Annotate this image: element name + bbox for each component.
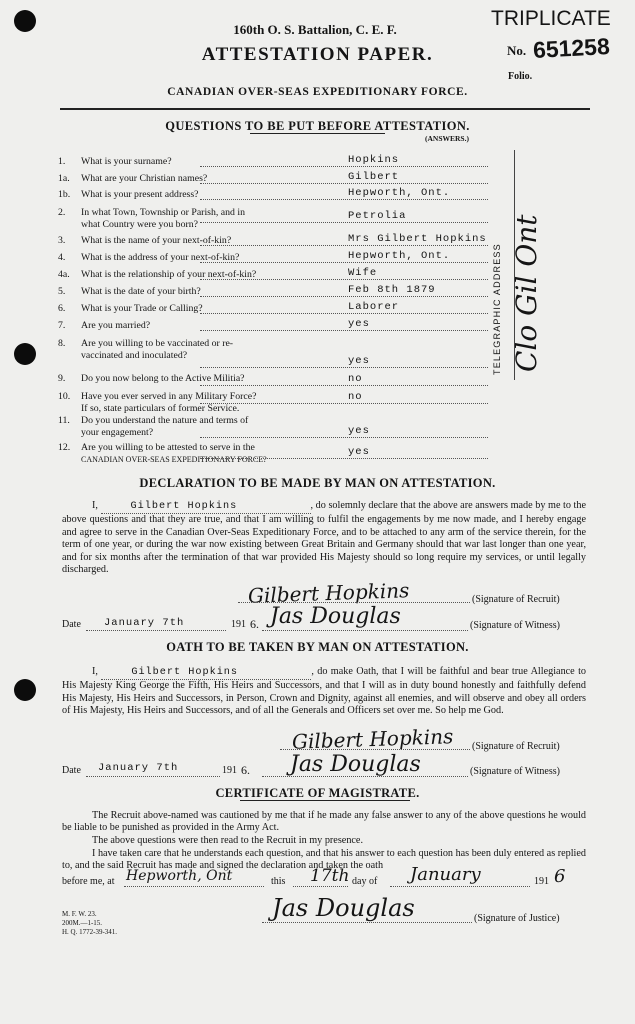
answer-3: Hepworth, Ont. <box>348 187 451 199</box>
question-number: 10. <box>58 391 71 402</box>
justice-signature-line <box>262 922 472 923</box>
answer-9: Laborer <box>348 301 400 313</box>
punch-hole-top <box>14 10 36 32</box>
magistrate-before-me: before me, at <box>62 876 115 887</box>
question-line: In what Town, Township or Parish, and in <box>81 207 245 218</box>
declaration-name: Gilbert Hopkins <box>101 501 311 514</box>
questions-section-title: QUESTIONS TO BE PUT BEFORE ATTESTATION. <box>165 119 470 133</box>
question-15 <box>58 442 326 466</box>
question-line: Do you understand the nature and terms of <box>81 415 249 426</box>
declaration-text <box>62 500 586 576</box>
magistrate-month-line <box>390 886 530 887</box>
form-reference <box>62 910 117 937</box>
regimental-number-label: No. <box>507 43 527 58</box>
answers-label: (ANSWERS.) <box>425 134 469 143</box>
declaration-intro: I, <box>92 500 98 511</box>
answer-dotted-line <box>200 222 488 223</box>
form-reference-line-3: H. Q. 1772-39-341. <box>62 928 118 936</box>
oath-witness-line <box>262 776 468 777</box>
answer-dotted-line <box>200 403 488 404</box>
question-text <box>58 403 326 415</box>
declaration-recruit-label: (Signature of Recruit) <box>472 594 560 605</box>
declaration-witness-signature: Jas Douglas <box>270 604 401 629</box>
magistrate-para-1: The Recruit above-named was cautioned by me that if he made any false answer to any of the above questions he would be liable to be punished as provided in the Army Act. <box>62 810 586 834</box>
magistrate-day-line <box>293 886 348 887</box>
answer-15: yes <box>348 446 370 458</box>
declaration-year-suffix: 6. <box>250 617 259 631</box>
question-line: Have you ever served in any Military Force? <box>81 391 257 402</box>
form-reference-line-2: 200M.—1-15. <box>62 919 103 927</box>
answer-2: Gilbert <box>348 171 400 183</box>
question-number: 2. <box>58 207 66 218</box>
answer-dotted-line <box>200 313 488 314</box>
magistrate-para-3: I have taken care that he understands each question, and that his answer to each question has been duly entered as replied to, and the said Recruit has made and signed the declaration and taken the oath <box>62 848 586 872</box>
oath-witness-signature: Jas Douglas <box>290 752 421 777</box>
declaration-witness-line <box>262 630 468 631</box>
form-reference-line-1: M. F. W. 23. <box>62 910 97 918</box>
question-number: 8. <box>58 338 66 349</box>
question-text <box>58 454 326 466</box>
question-number: 5. <box>58 286 66 297</box>
question-14 <box>58 415 326 439</box>
question-number: 3. <box>58 235 66 246</box>
answer-dotted-line <box>200 330 488 331</box>
question-line: If so, state particulars of former Service. <box>81 403 240 414</box>
question-11 <box>58 338 326 362</box>
answer-5: Mrs Gilbert Hopkins <box>348 233 487 245</box>
declaration-date-value: January 7th <box>104 617 185 629</box>
answer-4: Petrolia <box>348 210 407 222</box>
punch-hole-lower <box>14 679 36 701</box>
regimental-number: 651258 <box>532 33 611 63</box>
oath-body: , do make Oath, that I will be faithful and bear true Allegiance to His Majesty King George the Fifth, His Heirs and Successors, and that I will as in duty bound honestly and faithfully defend His Majesty, His Heirs and Successors, in Person, Crown and Dignity, against all enemies, and will observe and obey all orders of His Majesty, His Heirs and Successors, and of all the Generals and Officers set over me. So help me God. <box>62 666 586 717</box>
triplicate-stamp: TRIPLICATE <box>491 7 611 30</box>
declaration-date-line <box>86 630 226 631</box>
question-12 <box>58 373 326 385</box>
answer-6: Hepworth, Ont. <box>348 250 451 262</box>
declaration-witness-label: (Signature of Witness) <box>470 620 560 631</box>
question-text <box>58 373 326 385</box>
oath-recruit-line <box>280 749 470 750</box>
question-text <box>58 338 326 350</box>
magistrate-title-underline <box>240 800 410 801</box>
telegraphic-address-written: Clo Gil Ont <box>510 214 543 372</box>
questions-title-underline <box>250 133 385 134</box>
answer-dotted-line <box>200 367 488 368</box>
justice-label: (Signature of Justice) <box>474 913 560 924</box>
battalion-line: 160th O. S. Battalion, C. E. F. <box>233 22 397 37</box>
question-number: 4. <box>58 252 66 263</box>
answer-dotted-line <box>200 245 488 246</box>
declaration-body: , do solemnly declare that the above are answers made by me to the above questions and that they are true, and that I am willing to fulfil the engagements by me now made, and I hereby engage and agree to serve in the Canadian Over-Seas Expeditionary Force, and to be attached to any arm of the service therein, for the term of one year, or during the war now existing between Great Britain and Germany should that war last longer than one year, and for six months after the termination of that war provided His Majesty should so long require my services, or until legally discharged. <box>62 500 587 576</box>
question-number: 12. <box>58 442 71 453</box>
question-text <box>58 219 326 231</box>
telegraphic-address-label: TELEGRAPHIC ADDRESS <box>492 243 502 375</box>
answer-13: no <box>348 391 363 403</box>
answer-dotted-line <box>200 437 488 438</box>
answer-dotted-line <box>200 385 488 386</box>
question-text <box>58 207 326 219</box>
question-line: CANADIAN OVER-SEAS EXPEDITIONARY FORCE? <box>81 455 267 464</box>
oath-title: OATH TO BE TAKEN BY MAN ON ATTESTATION. <box>166 640 469 654</box>
answer-dotted-line <box>200 166 488 167</box>
answer-8: Feb 8th 1879 <box>348 284 436 296</box>
declaration-recruit-line <box>238 602 470 603</box>
question-line: what Country were you born? <box>81 219 198 230</box>
oath-year-prefix: 191 <box>222 765 237 776</box>
question-line: Are you willing to be vaccinated or re- <box>81 338 234 349</box>
question-line: your engagement? <box>81 427 154 438</box>
magistrate-this-label: this <box>271 876 286 887</box>
question-line: Are you married? <box>81 320 151 331</box>
question-text <box>58 415 326 427</box>
magistrate-para-2: The above questions were then read to the Recruit in my presence. <box>92 835 364 846</box>
question-line: vaccinated and inoculated? <box>81 350 188 361</box>
magistrate-month-value: January <box>410 864 481 885</box>
header-rule <box>60 108 590 110</box>
oath-intro: I, <box>92 666 98 677</box>
declaration-title: DECLARATION TO BE MADE BY MAN ON ATTESTATION. <box>139 476 496 490</box>
oath-recruit-label: (Signature of Recruit) <box>472 741 560 752</box>
magistrate-day-of-label: day of <box>352 876 378 887</box>
question-number: 6. <box>58 303 66 314</box>
answer-dotted-line <box>200 199 488 200</box>
question-line: What is the date of your birth? <box>81 286 201 297</box>
question-line: What are your Christian names? <box>81 173 208 184</box>
question-number: 11. <box>58 415 70 426</box>
question-number: 1a. <box>58 173 70 184</box>
answer-10: yes <box>348 318 370 330</box>
question-number: 9. <box>58 373 66 384</box>
margin-bracket <box>488 150 515 380</box>
answer-7: Wife <box>348 267 378 279</box>
magistrate-place-line <box>124 886 264 887</box>
punch-hole-middle <box>14 343 36 365</box>
magistrate-year-suffix: 6 <box>554 866 566 887</box>
oath-year-suffix: 6. <box>241 763 250 777</box>
oath-date-line <box>86 776 220 777</box>
answer-1: Hopkins <box>348 154 400 166</box>
document-title: ATTESTATION PAPER. <box>201 44 434 65</box>
question-line: What is your present address? <box>81 189 199 200</box>
magistrate-place: Hepworth, Ont <box>126 868 233 884</box>
oath-date-label: Date <box>62 765 81 776</box>
oath-recruit-signature: Gilbert Hopkins <box>291 724 454 754</box>
question-text <box>58 350 326 362</box>
answer-11: yes <box>348 355 370 367</box>
declaration-year-prefix: 191 <box>231 619 246 630</box>
question-line: Do you now belong to the Active Militia? <box>81 373 245 384</box>
question-number: 7. <box>58 320 66 331</box>
folio-label: Folio. <box>508 71 533 82</box>
question-number: 1. <box>58 156 66 167</box>
question-line: What is the relationship of your next-of-kin? <box>81 269 257 280</box>
question-4 <box>58 207 326 231</box>
answer-dotted-line <box>200 262 488 263</box>
answer-dotted-line <box>200 279 488 280</box>
declaration-recruit-signature: Gilbert Hopkins <box>247 578 410 608</box>
answer-dotted-line <box>200 183 488 184</box>
question-line: What is your Trade or Calling? <box>81 303 203 314</box>
answer-12: no <box>348 373 363 385</box>
force-title: CANADIAN OVER-SEAS EXPEDITIONARY FORCE. <box>167 86 468 98</box>
oath-name: Gilbert Hopkins <box>101 667 311 680</box>
justice-signature: Jas Douglas <box>272 894 415 922</box>
magistrate-day-value: 17th <box>310 866 350 886</box>
question-line: What is the name of your next-of-kin? <box>81 235 232 246</box>
question-number: 1b. <box>58 189 71 200</box>
magistrate-year-prefix: 191 <box>534 876 549 887</box>
declaration-date-label: Date <box>62 619 81 630</box>
question-line: Are you willing to be attested to serve in the <box>81 442 255 453</box>
question-number: 4a. <box>58 269 70 280</box>
answer-14: yes <box>348 425 370 437</box>
answer-dotted-line <box>200 296 488 297</box>
oath-date-value: January 7th <box>98 762 179 774</box>
question-line: What is the address of your next-of-kin? <box>81 252 240 263</box>
oath-text <box>62 666 586 718</box>
answer-dotted-line <box>200 458 488 459</box>
question-line: What is your surname? <box>81 156 172 167</box>
magistrate-title: CERTIFICATE OF MAGISTRATE. <box>215 786 420 800</box>
oath-witness-label: (Signature of Witness) <box>470 766 560 777</box>
question-text <box>58 442 326 454</box>
question-text <box>58 391 326 403</box>
